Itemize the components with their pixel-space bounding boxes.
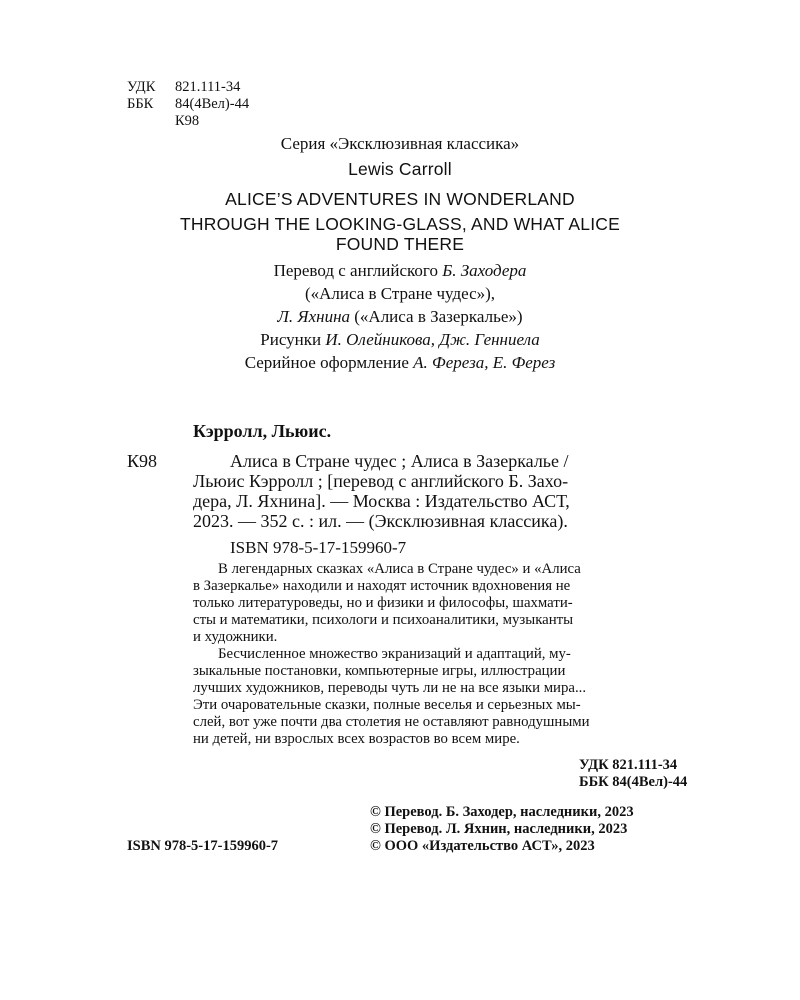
annotation-line: слей, вот уже почти два столетия не оставляют равнодушными [193, 714, 590, 730]
author-mark: К98 [175, 113, 200, 129]
footer-isbn: ISBN 978-5-17-159960-7 [127, 838, 279, 854]
catalog-mark: К98 [127, 451, 158, 471]
bbk-label: ББК [127, 96, 154, 112]
series-line: Серия «Эксклюзивная классика» [280, 134, 520, 153]
translation-credit [0, 261, 800, 281]
translator-2-work: («Алиса в Зазеркалье») [350, 307, 523, 326]
annotation-line: ни детей, ни взрослых всех возрастов во всем мире. [193, 731, 520, 747]
translator-1-work: («Алиса в Стране чудес»), [304, 284, 496, 303]
translator-1: Б. Заходера [442, 261, 527, 280]
designers: А. Фереза, Е. Ферез [413, 353, 556, 372]
copyright-line: © Перевод. Б. Заходер, наследники, 2023 [370, 804, 634, 820]
annotation-line: только литературоведы, но и физики и философы, шахмати- [193, 595, 573, 611]
original-title-line-2: THROUGH THE LOOKING-GLASS, AND WHAT ALICE [180, 214, 620, 234]
original-title-line-3: FOUND THERE [335, 234, 465, 254]
annotation-line: Бесчисленное множество экранизаций и адаптаций, му- [218, 646, 571, 662]
catalog-entry-line-3: дера, Л. Яхнина]. — Москва : Издательство АСТ, [193, 491, 570, 511]
annotation-line: Эти очаровательные сказки, полные веселья и серьезных мы- [193, 697, 581, 713]
bbk-code: 84(4Вел)-44 [175, 96, 250, 112]
illustrations-prefix: Рисунки [260, 330, 326, 349]
udk-code: 821.111-34 [175, 79, 241, 95]
annotation-line: и художники. [193, 629, 278, 645]
illustrations-credit [0, 330, 800, 350]
translator-2-credit [0, 307, 800, 327]
catalog-isbn: ISBN 978-5-17-159960-7 [230, 538, 407, 557]
catalog-heading: Кэрролл, Льюис. [193, 421, 332, 441]
bottom-udk: УДК 821.111-34 [579, 757, 678, 773]
copyright-line: © ООО «Издательство АСТ», 2023 [370, 838, 595, 854]
bottom-bbk: ББК 84(4Вел)-44 [579, 774, 688, 790]
original-author: Lewis Carroll [348, 159, 452, 179]
catalog-entry-line-4: 2023. — 352 с. : ил. — (Эксклюзивная классика). [193, 511, 568, 531]
copyright-line: © Перевод. Л. Яхнин, наследники, 2023 [370, 821, 628, 837]
annotation-line: В легендарных сказках «Алиса в Стране чудес» и «Алиса [218, 561, 581, 577]
original-title-line-1: ALICE’S ADVENTURES IN WONDERLAND [225, 189, 575, 209]
design-prefix: Серийное оформление [244, 353, 414, 372]
catalog-entry-line-2: Льюис Кэрролл ; [перевод с английского Б. Захо- [193, 471, 569, 491]
design-credit [0, 353, 800, 373]
illustrators: И. Олейникова, Дж. Генниела [325, 330, 540, 349]
annotation-line: в Зазеркалье» находили и находят источник вдохновения не [193, 578, 571, 594]
translation-prefix: Перевод с английского [273, 261, 443, 280]
annotation-line: зыкальные постановки, компьютерные игры, иллюстрации [193, 663, 566, 679]
annotation-line: лучших художников, переводы чуть ли не на все языки мира... [193, 680, 587, 696]
udk-label: УДК [127, 79, 156, 95]
translator-2: Л. Яхнина [277, 307, 351, 326]
catalog-entry-line-1: Алиса в Стране чудес ; Алиса в Зазеркалье / [230, 451, 569, 471]
annotation-line: сты и математики, психологи и психоаналитики, музыканты [193, 612, 574, 628]
